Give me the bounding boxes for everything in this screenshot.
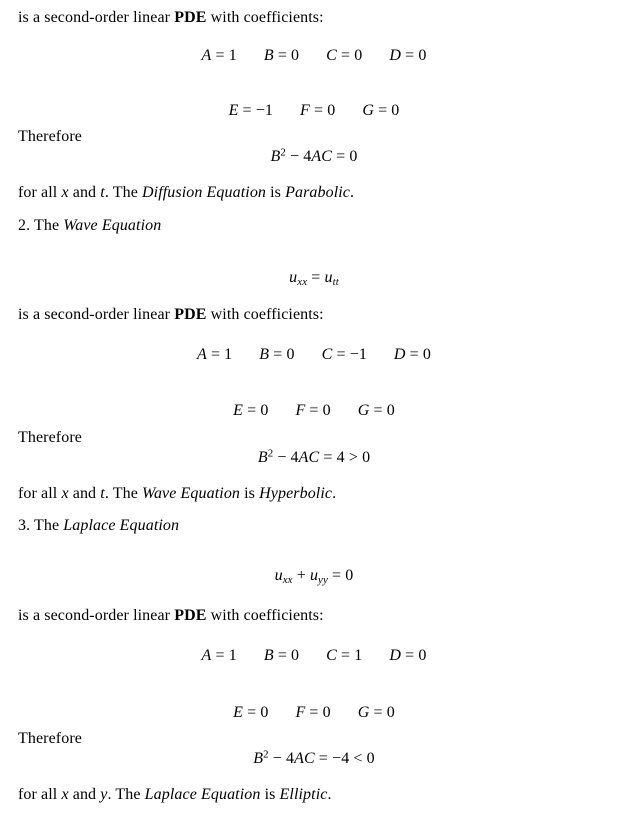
math-value: = 1	[211, 647, 237, 664]
coefficients-row-abcd	[18, 345, 610, 365]
math-var: B	[270, 148, 281, 165]
discriminant-equation	[18, 448, 610, 468]
math-var: B	[253, 750, 264, 767]
math-var: F	[300, 102, 310, 119]
math-subscript: xx	[282, 574, 293, 587]
math-var: D	[393, 346, 406, 363]
math-superscript: 2	[263, 748, 269, 761]
discriminant-equation	[18, 749, 610, 769]
math-subscript: yy	[318, 574, 328, 587]
coefficient-f	[295, 401, 330, 421]
therefore-text: Therefore	[18, 730, 82, 747]
section-laplace	[18, 516, 610, 805]
conclusion-text: for all	[18, 184, 62, 201]
conclusion-text: . The	[107, 786, 145, 803]
coefficient-b	[264, 646, 299, 666]
intro-paragraph	[18, 606, 610, 626]
conclusion-text: and	[68, 786, 101, 803]
heading-number: 3. The	[18, 517, 64, 534]
coefficients-row-efg	[18, 101, 610, 121]
coefficient-a	[202, 646, 237, 666]
math-value: = 1	[336, 647, 363, 664]
math-var: C	[326, 47, 337, 64]
math-var: A	[196, 346, 207, 363]
coefficient-f	[295, 703, 330, 723]
math-value: = 0	[373, 102, 400, 119]
math-var: AC	[311, 148, 333, 165]
equation-name: Wave Equation	[63, 217, 162, 234]
math-var: G	[362, 102, 374, 119]
math-var: D	[389, 47, 402, 64]
conclusion-paragraph	[18, 183, 610, 203]
math-subscript: xx	[297, 276, 308, 289]
math-value: = 0	[405, 346, 432, 363]
coefficient-d	[394, 345, 431, 365]
intro-paragraph	[18, 8, 610, 28]
coefficient-b	[264, 46, 299, 66]
math-value: = 1	[211, 47, 237, 64]
coefficient-c	[326, 46, 362, 66]
conclusion-text: .	[332, 485, 337, 502]
math-value: = 0	[243, 704, 269, 721]
math-value: = 0	[269, 346, 295, 363]
coefficient-d	[389, 646, 426, 666]
math-var: F	[295, 402, 306, 419]
pde-bold-text: PDE	[174, 607, 207, 624]
conclusion-text: is	[260, 786, 280, 803]
math-var: C	[326, 647, 337, 664]
conclusion-text: is	[266, 184, 286, 201]
math-var: u	[274, 567, 283, 584]
math-var: A	[201, 647, 212, 664]
coefficient-d	[389, 46, 426, 66]
math-var: y	[100, 786, 108, 803]
coefficient-c	[322, 345, 367, 365]
discriminant-equation	[18, 147, 610, 167]
pde-equation	[18, 268, 610, 288]
coefficient-e	[229, 101, 273, 121]
equation-name: Diffusion Equation	[142, 184, 267, 201]
math-var: t	[100, 485, 105, 502]
math-var: B	[263, 47, 274, 64]
conclusion-text: .	[350, 184, 355, 201]
math-var: C	[321, 346, 333, 363]
math-var: u	[289, 269, 298, 286]
coefficient-g	[362, 101, 399, 121]
intro-text-pre: is a second-order linear	[18, 306, 175, 323]
conclusion-text: for all	[18, 786, 62, 803]
math-operator: − 4	[268, 750, 295, 767]
math-value: = 0	[273, 47, 300, 64]
conclusion-text: and	[68, 485, 101, 502]
math-result: = −4 < 0	[314, 750, 375, 767]
section-wave	[18, 216, 610, 504]
math-var: x	[61, 184, 69, 201]
math-var: u	[309, 567, 319, 584]
math-var: D	[389, 647, 402, 664]
math-value: = 0	[369, 704, 395, 721]
math-var: E	[233, 402, 244, 419]
math-result: = 0	[327, 567, 354, 584]
math-value: = −1	[332, 346, 367, 363]
equation-name: Laplace Equation	[144, 786, 261, 803]
coefficients-row-abcd	[18, 646, 610, 666]
classification-name: Elliptic	[279, 786, 328, 803]
math-var: u	[324, 269, 333, 286]
conclusion-text: for all	[18, 485, 62, 502]
classification-name: Hyperbolic	[259, 485, 333, 502]
math-superscript: 2	[280, 146, 286, 159]
section-diffusion	[18, 8, 610, 203]
math-operator: − 4	[273, 449, 299, 466]
math-value: = 0	[401, 647, 427, 664]
math-var: G	[357, 704, 370, 721]
conclusion-paragraph	[18, 484, 610, 504]
intro-text-post: with coefficients:	[206, 9, 324, 26]
math-var: G	[357, 402, 370, 419]
math-operator: − 4	[285, 148, 312, 165]
intro-text-pre: is a second-order linear	[18, 9, 175, 26]
coefficients-row-efg	[18, 401, 610, 421]
math-result: = 4 > 0	[319, 449, 371, 466]
conclusion-text: . The	[104, 485, 142, 502]
equation-name: Wave Equation	[142, 485, 241, 502]
math-var: x	[61, 485, 69, 502]
pde-bold-text: PDE	[174, 9, 207, 26]
math-superscript: 2	[267, 447, 274, 460]
math-var: AC	[294, 750, 315, 767]
math-var: B	[259, 346, 270, 363]
therefore-text: Therefore	[18, 128, 82, 145]
pde-equation	[18, 566, 610, 586]
math-var: E	[228, 102, 239, 119]
coefficients-row-abcd	[18, 46, 610, 66]
math-value: = 0	[243, 402, 269, 419]
math-value: = 0	[369, 402, 395, 419]
intro-text-post: with coefficients:	[206, 306, 324, 323]
math-result: = 0	[332, 148, 358, 165]
coefficient-a	[202, 46, 237, 66]
heading-number: 2. The	[18, 217, 64, 234]
math-var: B	[257, 449, 268, 466]
coefficient-a	[197, 345, 232, 365]
conclusion-text: is	[240, 485, 260, 502]
coefficient-e	[233, 401, 268, 421]
coefficient-g	[358, 401, 395, 421]
section-heading	[18, 216, 610, 236]
conclusion-paragraph	[18, 785, 610, 805]
therefore-text: Therefore	[18, 429, 82, 446]
math-var: t	[100, 184, 105, 201]
math-operator: +	[292, 567, 310, 584]
coefficient-c	[326, 646, 362, 666]
math-value: = 0	[336, 47, 363, 64]
coefficient-f	[300, 101, 335, 121]
math-value: = 0	[305, 704, 331, 721]
coefficient-b	[259, 345, 294, 365]
math-value: = 0	[273, 647, 300, 664]
intro-text-pre: is a second-order linear	[18, 607, 175, 624]
coefficient-e	[233, 703, 268, 723]
math-value: = 0	[309, 102, 336, 119]
math-operator: =	[307, 269, 325, 286]
math-var: B	[263, 647, 274, 664]
classification-name: Parabolic	[285, 184, 351, 201]
math-var: x	[61, 786, 69, 803]
math-var: AC	[298, 449, 320, 466]
conclusion-text: .	[327, 786, 332, 803]
pde-bold-text: PDE	[174, 306, 207, 323]
math-var: E	[233, 704, 244, 721]
conclusion-text: . The	[104, 184, 142, 201]
equation-name: Laplace Equation	[63, 517, 180, 534]
math-var: F	[295, 704, 306, 721]
conclusion-text: and	[68, 184, 101, 201]
section-heading	[18, 516, 610, 536]
math-value: = 0	[305, 402, 331, 419]
math-value: = 1	[206, 346, 233, 363]
intro-text-post: with coefficients:	[206, 607, 324, 624]
math-subscript: tt	[332, 276, 339, 289]
math-value: = −1	[238, 102, 273, 119]
intro-paragraph	[18, 305, 610, 325]
coefficients-row-efg	[18, 703, 610, 723]
coefficient-g	[358, 703, 395, 723]
math-value: = 0	[401, 47, 427, 64]
math-var: A	[201, 47, 212, 64]
